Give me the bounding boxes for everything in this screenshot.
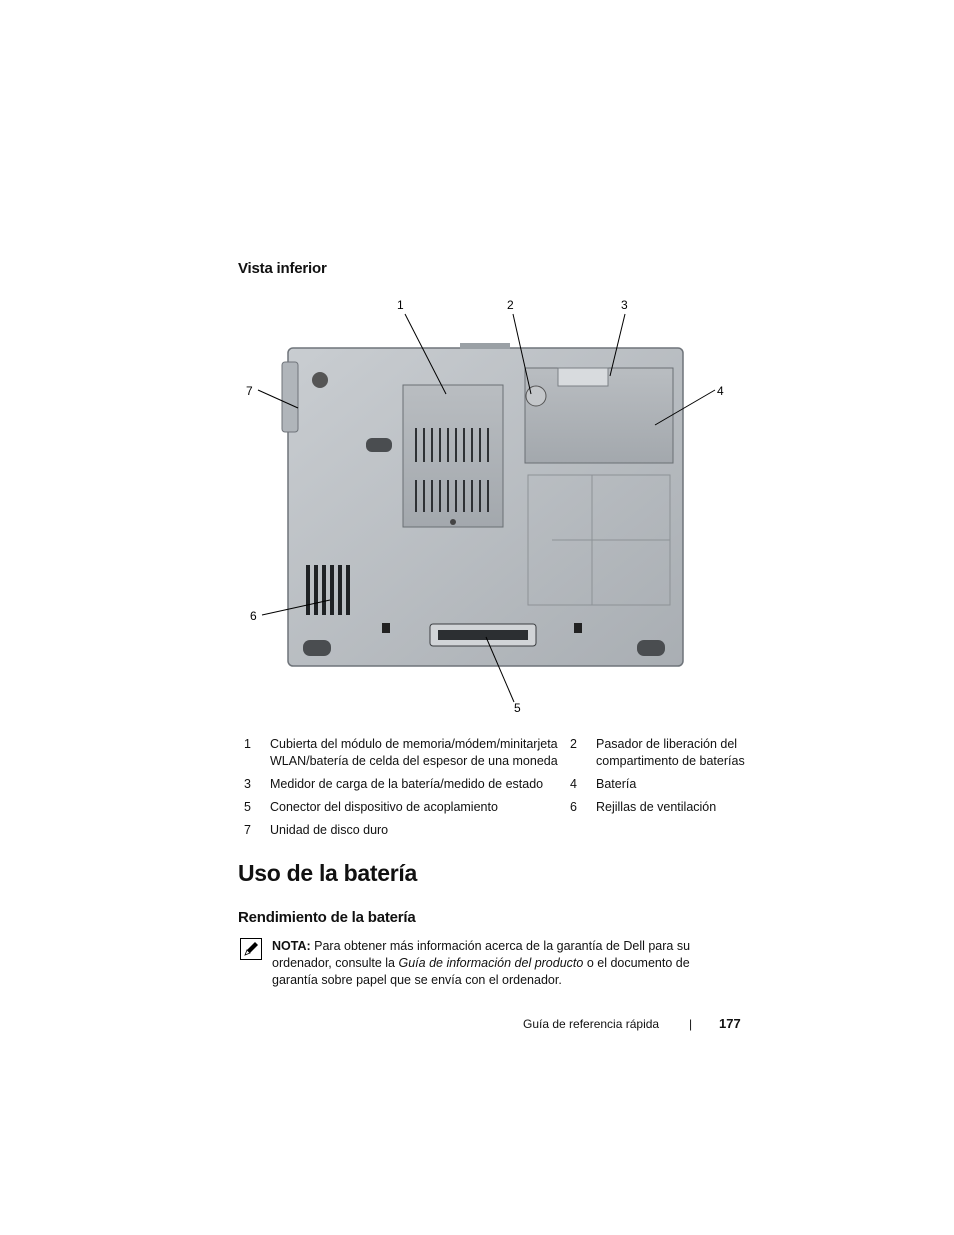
callout-number: 4 xyxy=(717,384,724,398)
callout-number: 2 xyxy=(507,298,514,312)
latch-tab xyxy=(460,343,510,349)
cover-screw xyxy=(450,519,456,525)
sub-heading: Rendimiento de la batería xyxy=(238,909,416,926)
main-heading: Uso de la batería xyxy=(238,860,417,886)
legend-number: 7 xyxy=(244,823,251,837)
legend-text: Rejillas de ventilación xyxy=(596,800,717,814)
rubber-foot xyxy=(312,372,328,388)
note-label: NOTA: xyxy=(272,939,311,953)
footer-separator: | xyxy=(689,1017,693,1031)
laptop-bottom-view-figure xyxy=(230,290,730,720)
legend-number: 6 xyxy=(570,800,577,814)
legend-row xyxy=(244,776,766,799)
legend-row xyxy=(244,736,766,776)
note-italic-title: Guía de información del producto xyxy=(398,956,584,970)
legend-number: 3 xyxy=(244,777,251,791)
docking-slot xyxy=(574,623,582,633)
legend-text: Unidad de disco duro xyxy=(270,823,389,837)
hard-drive-edge xyxy=(282,362,298,432)
battery-release-latch xyxy=(526,386,546,406)
legend-number: 5 xyxy=(244,800,251,814)
legend-row xyxy=(244,799,766,822)
rubber-foot xyxy=(637,640,665,656)
laptop-bottom-illustration xyxy=(230,290,730,720)
rubber-foot xyxy=(303,640,331,656)
legend-text: Batería xyxy=(596,777,637,791)
rubber-foot xyxy=(366,438,392,452)
section-heading: Vista inferior xyxy=(238,260,327,277)
legend-table xyxy=(244,736,766,845)
callout-number: 1 xyxy=(397,298,404,312)
legend-number: 1 xyxy=(244,737,251,751)
battery-charge-gauge xyxy=(558,368,608,386)
callout-number: 3 xyxy=(621,298,628,312)
footer-title: Guía de referencia rápida xyxy=(523,1017,660,1031)
legend xyxy=(244,736,766,845)
note-text: Para obtener más información acerca de la garantía de Dell para su ordenador, consulte la xyxy=(272,939,691,970)
note-pencil-icon xyxy=(240,938,262,960)
note-paragraph xyxy=(272,938,712,989)
docking-slot xyxy=(382,623,390,633)
callout-number: 7 xyxy=(246,384,253,398)
legend-text: Medidor de carga de la batería/medido de estado xyxy=(270,777,544,791)
page-number: 177 xyxy=(719,1016,741,1031)
docking-connector-pins xyxy=(438,630,528,640)
legend-text: Pasador de liberación del compartimento de baterías xyxy=(596,737,745,768)
legend-text: Cubierta del módulo de memoria/módem/minitarjeta WLAN/batería de celda del espesor de una moneda xyxy=(270,737,558,768)
legend-row xyxy=(244,822,766,845)
legend-number: 4 xyxy=(570,777,577,791)
legend-text: Conector del dispositivo de acoplamiento xyxy=(270,800,498,814)
legend-number: 2 xyxy=(570,737,577,751)
callout-number: 6 xyxy=(250,609,257,623)
note-text: o el documento de garantía sobre papel que se envía con el ordenador. xyxy=(272,956,690,987)
callout-number: 5 xyxy=(514,701,521,715)
